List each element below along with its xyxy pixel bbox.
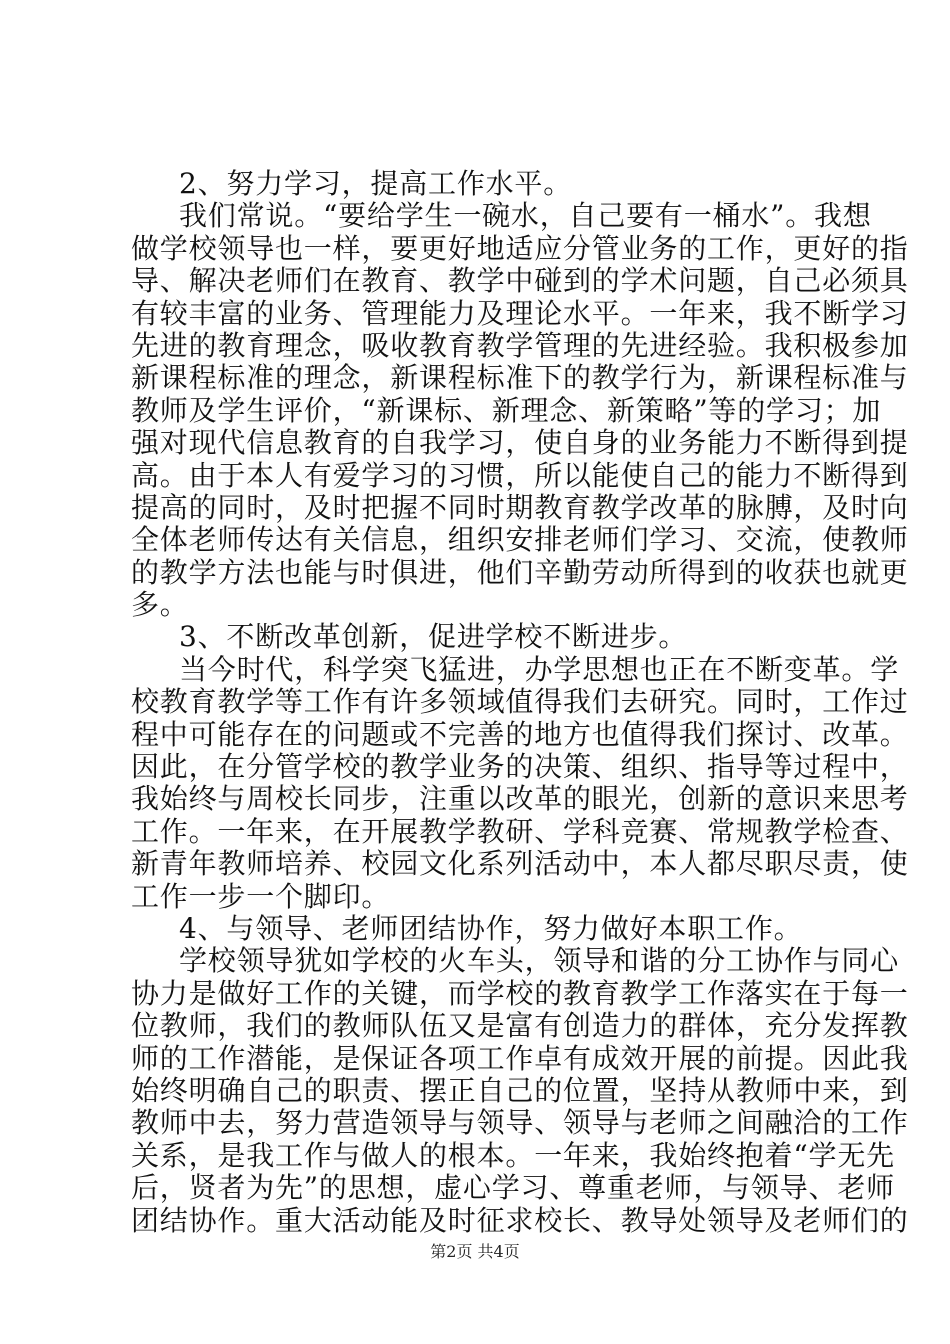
- text-line: 做学校领导也一样，要更好地适应分管业务的工作，更好的指: [131, 231, 909, 265]
- text-line: 2、努力学习，提高工作水平。: [179, 167, 573, 200]
- text-line: 教师及学生评价，“新课标、新理念、新策略”等的学习；加: [131, 393, 882, 427]
- text-line: 4、与领导、老师团结协作，努力做好本职工作。: [179, 911, 803, 945]
- text-line: 导、解决老师们在教育、教学中碰到的学术问题，自己必须具: [131, 264, 909, 298]
- text-line: 程中可能存在的问题或不完善的地方也值得我们探讨、改革。: [131, 717, 909, 751]
- page-footer: 第2页 共4页: [430, 1242, 520, 1261]
- text-line: 全体老师传达有关信息，组织安排老师们学习、交流，使教师: [131, 523, 909, 557]
- text-line: 我们常说。“要给学生一碗水，自己要有一桶水”。我想: [179, 199, 872, 233]
- text-line: 校教育教学等工作有许多领域值得我们去研究。同时，工作过: [131, 685, 909, 719]
- text-line: 提高的同时，及时把握不同时期教育教学改革的脉膊，及时向: [131, 490, 909, 524]
- text-line: 因此，在分管学校的教学业务的决策、组织、指导等过程中，: [131, 750, 909, 784]
- text-line: 高。由于本人有爱学习的习惯，所以能使自己的能力不断得到: [131, 458, 909, 492]
- text-line: 的教学方法也能与时俱进，他们辛勤劳动所得到的收获也就更: [131, 555, 909, 589]
- text-line: 我始终与周校长同步，注重以改革的眼光，创新的意识来思考: [131, 782, 909, 816]
- text-line: 新课程标准的理念，新课程标准下的教学行为，新课程标准与: [131, 361, 909, 395]
- text-line: 当今时代，科学突飞猛进，办学思想也正在不断变革。学: [179, 652, 900, 686]
- text-line: 师的工作潜能，是保证各项工作卓有成效开展的前提。因此我: [131, 1041, 909, 1075]
- text-line: 新青年教师培养、校园文化系列活动中，本人都尽职尽责，使: [131, 847, 909, 881]
- text-line: 教师中去，努力营造领导与领导、领导与老师之间融洽的工作: [131, 1106, 909, 1140]
- text-line: 学校领导犹如学校的火车头，领导和谐的分工协作与同心: [179, 944, 900, 978]
- text-line: 始终明确自己的职责、摆正自己的位置，坚持从教师中来，到: [131, 1073, 909, 1107]
- text-line: 工作一步一个脚印。: [131, 879, 391, 913]
- text-line: 后，贤者为先”的思想，虚心学习、尊重老师，与领导、老师: [131, 1171, 895, 1205]
- text-line: 多。: [131, 588, 189, 622]
- text-line: 3、不断改革创新，促进学校不断进步。: [179, 620, 688, 654]
- text-line: 有较丰富的业务、管理能力及理论水平。一年来，我不断学习: [131, 296, 909, 330]
- text-line: 团结协作。重大活动能及时征求校长、教导处领导及老师们的: [131, 1203, 909, 1237]
- text-line: 协力是做好工作的关键，而学校的教育教学工作落实在于每一: [131, 976, 909, 1010]
- document-body: [131, 167, 909, 1237]
- text-line: 位教师，我们的教师队伍又是富有创造力的群体，充分发挥教: [131, 1009, 909, 1043]
- text-line: 强对现代信息教育的自我学习，使自身的业务能力不断得到提: [131, 426, 909, 460]
- text-line: 工作。一年来，在开展教学教研、学科竞赛、常规教学检查、: [131, 814, 909, 848]
- text-line: 先进的教育理念，吸收教育教学管理的先进经验。我积极参加: [131, 328, 909, 362]
- text-line: 关系，是我工作与做人的根本。一年来，我始终抱着“学无先: [131, 1138, 895, 1172]
